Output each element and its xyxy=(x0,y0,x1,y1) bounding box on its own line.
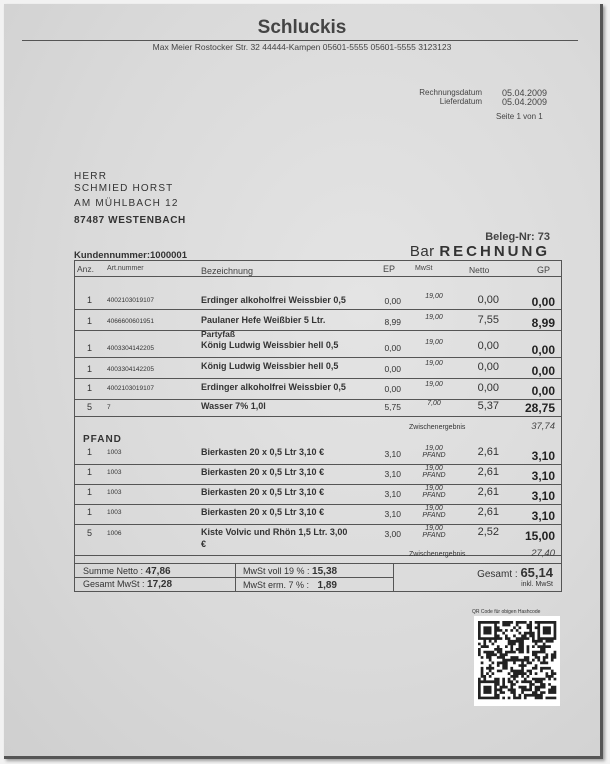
document-type-title: RECHNUNG xyxy=(439,243,550,260)
row-bez: Paulaner Hefe Weißbier 5 Ltr. xyxy=(201,315,326,325)
table-row xyxy=(75,465,561,485)
row-art: 4002103019107 xyxy=(107,297,154,304)
row-mwst xyxy=(419,485,449,499)
row-mwst-rate: 19,00 xyxy=(425,445,443,452)
header-bez: Bezeichnung xyxy=(201,266,254,276)
row-mwst: 19,00 xyxy=(425,293,443,300)
row-art: 4002103019107 xyxy=(107,385,154,392)
row-anz: 1 xyxy=(87,447,93,457)
header-netto: Netto xyxy=(469,265,490,275)
row-gp: 0,00 xyxy=(531,295,555,309)
invoice-page xyxy=(4,4,603,759)
row-bez: Bierkasten 20 x 0,5 Ltr 3,10 € xyxy=(201,487,325,497)
row-art: 1003 xyxy=(107,509,122,516)
row-anz: 1 xyxy=(87,295,93,305)
summe-netto-value: 47,86 xyxy=(145,566,171,577)
header-art: Art.nummer xyxy=(107,265,144,272)
row-ep: 3,10 xyxy=(384,509,401,519)
header-divider xyxy=(22,40,578,41)
row-mwst: 19,00 xyxy=(425,381,443,388)
row-anz: 1 xyxy=(87,467,93,477)
header-anz: Anz. xyxy=(77,264,95,274)
row-mwst xyxy=(419,525,449,539)
table-row xyxy=(75,277,561,310)
recipient-name: SCHMIED HORST xyxy=(74,183,174,194)
document-type xyxy=(300,243,550,260)
row-netto: 0,00 xyxy=(477,361,499,373)
row-anz: 5 xyxy=(87,528,93,538)
recipient-street: AM MÜHLBACH 12 xyxy=(74,198,179,209)
document-type-prefix: Bar xyxy=(409,243,435,260)
rechnungsdatum-value: 05.04.2009 xyxy=(502,88,548,98)
row-gp: 3,10 xyxy=(531,489,555,503)
beleg-number: Beleg-Nr: 73 xyxy=(485,231,550,243)
row-ep: 3,00 xyxy=(384,529,401,539)
header-ep: EP xyxy=(383,264,396,274)
row-anz: 1 xyxy=(87,316,93,326)
row-mwst-type: PFAND xyxy=(422,472,446,479)
gesamt-total xyxy=(477,565,553,580)
table-row xyxy=(75,485,561,505)
row-gp: 3,10 xyxy=(531,449,555,463)
row-ep: 0,00 xyxy=(384,384,401,394)
row-netto: 2,61 xyxy=(477,486,499,498)
row-mwst-type: PFAND xyxy=(422,492,446,499)
row-ep: 0,00 xyxy=(384,296,401,306)
row-netto: 0,00 xyxy=(477,382,499,394)
table-row xyxy=(75,400,561,417)
company-name: Schluckis xyxy=(257,17,347,38)
table-row xyxy=(75,525,561,556)
row-ep: 3,10 xyxy=(384,449,401,459)
mwst-voll-label: MwSt voll 19 % : xyxy=(243,566,310,576)
recipient-city: 87487 WESTENBACH xyxy=(74,215,186,226)
row-bez: König Ludwig Weissbier hell 0,5 xyxy=(201,361,339,371)
totals-row-divider xyxy=(75,577,393,578)
row-ep: 0,00 xyxy=(384,364,401,374)
gesamt-mwst xyxy=(83,579,172,590)
gesamt-mwst-value: 17,28 xyxy=(147,579,173,590)
row-anz: 1 xyxy=(87,343,93,353)
row-anz: 5 xyxy=(87,402,93,412)
qr-caption: QR Code für obigen Hashcode xyxy=(472,609,541,615)
qr-modules xyxy=(478,621,556,699)
lieferdatum-value: 05.04.2009 xyxy=(502,97,548,107)
row-bez: Erdinger alkoholfrei Weissbier 0,5 xyxy=(201,382,346,392)
row-mwst: 19,00 xyxy=(425,360,443,367)
table-header xyxy=(75,261,561,277)
row-art: 4003304142205 xyxy=(107,366,154,373)
table-row xyxy=(75,310,561,331)
row-netto: 2,52 xyxy=(477,526,499,538)
row-mwst xyxy=(419,505,449,519)
subtotal-label: Zwischenergebnis xyxy=(409,424,466,431)
summe-netto xyxy=(83,566,171,577)
table-row xyxy=(75,358,561,379)
pfand-heading: PFAND xyxy=(83,434,122,445)
gesamt-label: Gesamt : xyxy=(477,569,518,580)
table-row xyxy=(75,505,561,525)
row-gp: 15,00 xyxy=(524,529,555,543)
mwst-erm-label: MwSt erm. 7 % : xyxy=(243,580,310,590)
row-art: 4066600601951 xyxy=(107,318,154,325)
row-netto: 2,61 xyxy=(477,446,499,458)
row-mwst-type: PFAND xyxy=(422,512,446,519)
row-gp: 8,99 xyxy=(531,316,555,330)
row-bez-cont: € xyxy=(201,539,207,549)
row-ep: 3,10 xyxy=(384,469,401,479)
row-mwst-type: PFAND xyxy=(422,452,446,459)
row-mwst-rate: 19,00 xyxy=(425,525,443,532)
inkl-mwst: inkl. MwSt xyxy=(521,581,553,588)
qr-code-graphic xyxy=(474,616,560,706)
row-bez: Bierkasten 20 x 0,5 Ltr 3,10 € xyxy=(201,467,325,477)
recipient-salutation: HERR xyxy=(74,171,108,182)
row-netto: 0,00 xyxy=(477,340,499,352)
row-netto: 0,00 xyxy=(477,294,499,306)
row-mwst-rate: 19,00 xyxy=(425,465,443,472)
totals-col-divider-2 xyxy=(393,564,394,591)
subtotal-value: 37,74 xyxy=(531,421,555,432)
invoice-table xyxy=(74,260,562,592)
row-anz: 1 xyxy=(87,364,93,374)
mwst-erm xyxy=(243,580,337,591)
table-row xyxy=(75,331,561,358)
row-mwst-type: PFAND xyxy=(422,532,446,539)
row-gp: 28,75 xyxy=(524,401,555,415)
row-prefix: Partyfaß xyxy=(201,329,236,339)
row-gp: 0,00 xyxy=(531,343,555,357)
qr-code xyxy=(474,616,560,706)
row-bez: Erdinger alkoholfrei Weissbier 0,5 xyxy=(201,295,346,305)
row-bez: Wasser 7% 1,0l xyxy=(201,401,266,411)
header-gp: GP xyxy=(537,265,551,275)
row-gp: 3,10 xyxy=(531,469,555,483)
row-mwst: 7,00 xyxy=(427,400,441,407)
mwst-voll-value: 15,38 xyxy=(312,566,338,577)
lieferdatum-label: Lieferdatum xyxy=(439,97,482,106)
row-anz: 1 xyxy=(87,507,93,517)
row-bez: Bierkasten 20 x 0,5 Ltr 3,10 € xyxy=(201,507,325,517)
row-netto: 5,37 xyxy=(477,400,499,412)
totals-divider xyxy=(75,563,561,564)
row-bez: Bierkasten 20 x 0,5 Ltr 3,10 € xyxy=(201,447,325,457)
table-row xyxy=(75,379,561,400)
row-gp: 0,00 xyxy=(531,364,555,378)
row-mwst: 19,00 xyxy=(425,314,443,321)
customer-number: Kundennummer:1000001 xyxy=(74,250,187,261)
rechnungsdatum-label: Rechnungsdatum xyxy=(419,88,482,97)
row-art: 1003 xyxy=(107,489,122,496)
row-bez: König Ludwig Weissbier hell 0,5 xyxy=(201,340,339,350)
header-mwst: MwSt xyxy=(415,265,433,272)
row-ep: 5,75 xyxy=(384,402,401,412)
row-anz: 1 xyxy=(87,487,93,497)
row-mwst-rate: 19,00 xyxy=(425,485,443,492)
row-art: 1003 xyxy=(107,469,122,476)
row-art: 4003304142205 xyxy=(107,345,154,352)
row-art: 1003 xyxy=(107,449,122,456)
row-mwst xyxy=(419,465,449,479)
table-row xyxy=(75,445,561,465)
row-ep: 8,99 xyxy=(384,317,401,327)
gesamt-mwst-label: Gesamt MwSt : xyxy=(83,579,145,589)
mwst-voll xyxy=(243,566,337,577)
row-art: 7 xyxy=(107,404,111,411)
row-anz: 1 xyxy=(87,383,93,393)
row-gp: 0,00 xyxy=(531,384,555,398)
row-netto: 2,61 xyxy=(477,466,499,478)
row-art: 1006 xyxy=(107,530,122,537)
subtotal-label: Zwischenergebnis xyxy=(409,551,466,558)
row-ep: 3,10 xyxy=(384,489,401,499)
subtotal-value: 27,40 xyxy=(531,548,555,559)
row-ep: 0,00 xyxy=(384,343,401,353)
gesamt-value: 65,14 xyxy=(520,565,553,580)
row-mwst-rate: 19,00 xyxy=(425,505,443,512)
page-number: Seite 1 von 1 xyxy=(496,112,543,121)
row-netto: 7,55 xyxy=(477,314,499,326)
company-address: Max Meier Rostocker Str. 32 44444-Kampen 05601-5555 05601-5555 3123123 xyxy=(152,42,452,52)
summe-netto-label: Summe Netto : xyxy=(83,566,144,576)
row-mwst xyxy=(419,445,449,459)
row-gp: 3,10 xyxy=(531,509,555,523)
row-bez: Kiste Volvic und Rhön 1,5 Ltr. 3,00 xyxy=(201,527,348,537)
mwst-erm-value: 1,89 xyxy=(317,580,337,591)
row-mwst: 19,00 xyxy=(425,339,443,346)
row-netto: 2,61 xyxy=(477,506,499,518)
